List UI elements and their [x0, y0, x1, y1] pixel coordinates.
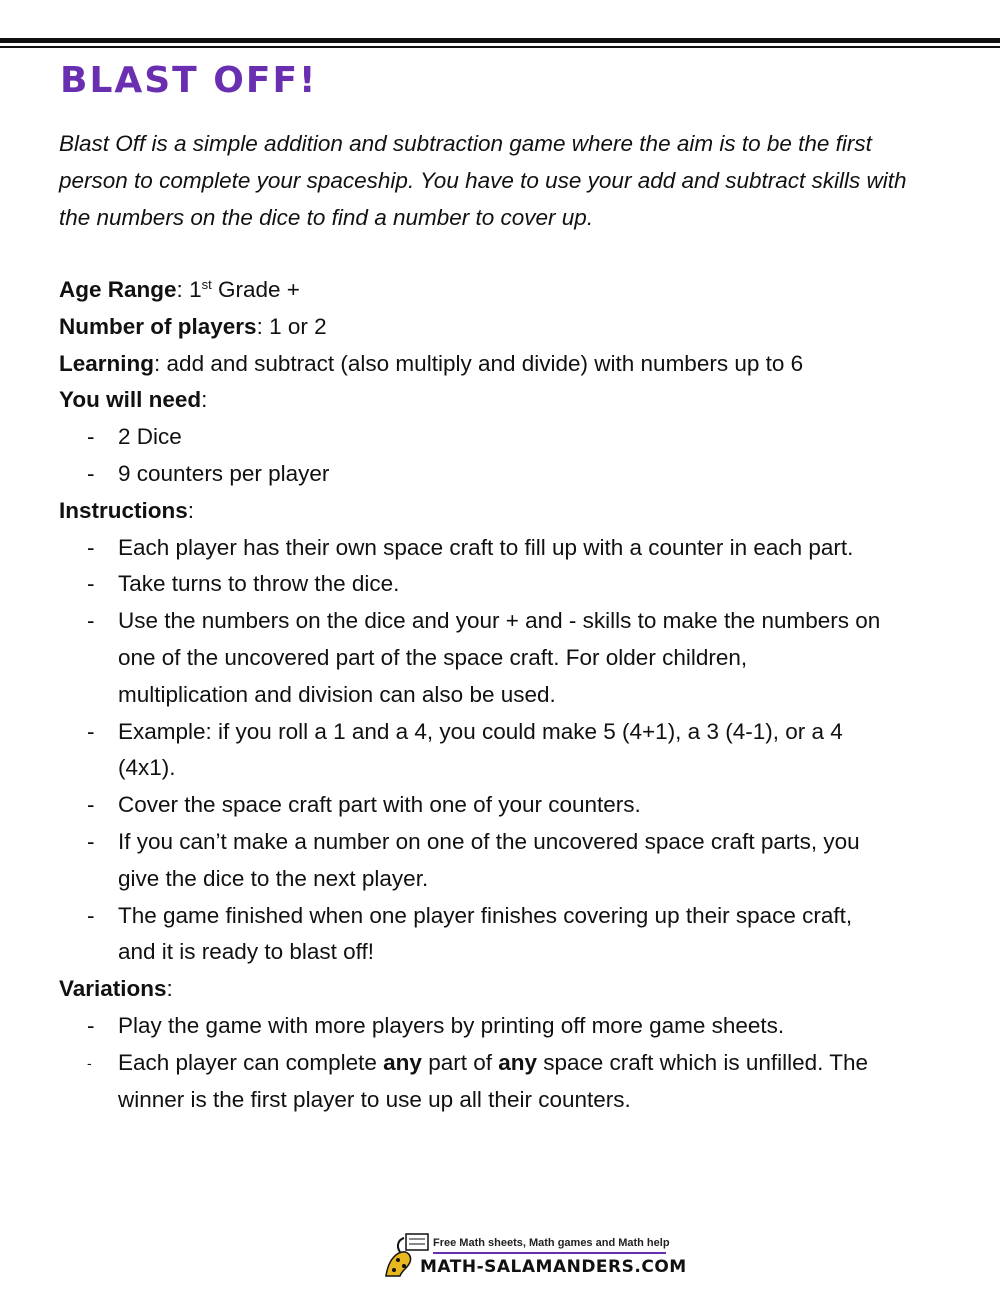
list-item: - 2 Dice [87, 424, 182, 450]
players-line: Number of players: 1 or 2 [59, 313, 327, 339]
instructions-heading: Instructions: [59, 497, 195, 523]
learning-label: Learning [59, 350, 155, 376]
list-item: - Cover the space craft part with one of your counters. [87, 792, 641, 818]
players-value: 1 or 2 [269, 313, 327, 339]
learning-line: Learning: add and subtract (also multiply and divide) with numbers up to 6 [59, 350, 804, 376]
variations-heading: Variations: [59, 976, 173, 1002]
footer-tagline: Free Math sheets, Math games and Math help [433, 1237, 670, 1249]
players-label: Number of players [59, 313, 257, 339]
footer-logo [380, 1232, 687, 1282]
need-heading: You will need: [59, 387, 208, 413]
game-info [59, 272, 959, 1118]
list-item: - 9 counters per player [87, 460, 330, 486]
need-list [59, 419, 959, 493]
top-rule-thick [0, 38, 1000, 43]
list-item: - Take turns to throw the dice. [87, 571, 400, 597]
age-range-value: 1st Grade + [189, 277, 300, 302]
footer-site-name: MATH-SALAMANDERS.COM [420, 1257, 687, 1277]
list-item: - If you can’t make a number on one of the uncovered space craft parts, you give the dice to the next player. [87, 828, 860, 891]
list-item: - The game finished when one player finishes covering up their space craft, and it is ready to blast off! [87, 902, 853, 965]
list-item: - Each player has their own space craft to fill up with a counter in each part. [87, 534, 854, 560]
list-item: - Use the numbers on the dice and your + and - skills to make the numbers on one of the uncovered part of the space craft. For older children, multiplication and division can also be used. [87, 608, 881, 707]
intro-paragraph: Blast Off is a simple addition and subtraction game where the aim is to be the first person to complete your spaceship. You have to use your add and subtract skills with the numbers on the dice to find a number to cover up. [59, 131, 907, 230]
list-item: - Play the game with more players by printing off more game sheets. [87, 1012, 785, 1038]
list-item: - Example: if you roll a 1 and a 4, you could make 5 (4+1), a 3 (4-1), or a 4 (4x1). [87, 718, 843, 781]
top-rule-thin [0, 46, 1000, 48]
variations-list [59, 1008, 959, 1118]
page-title: BLAST OFF! [60, 60, 318, 101]
list-item: - Each player can complete any part of any space craft which is unfilled. The winner is the first player to use up all their counters. [87, 1049, 869, 1112]
age-range-label: Age Range [59, 277, 177, 302]
learning-value: add and subtract (also multiply and divide) with numbers up to 6 [166, 350, 804, 376]
footer-underline [433, 1252, 666, 1254]
age-range-line: Age Range: 1st Grade + [59, 277, 300, 302]
instructions-list [59, 530, 959, 972]
